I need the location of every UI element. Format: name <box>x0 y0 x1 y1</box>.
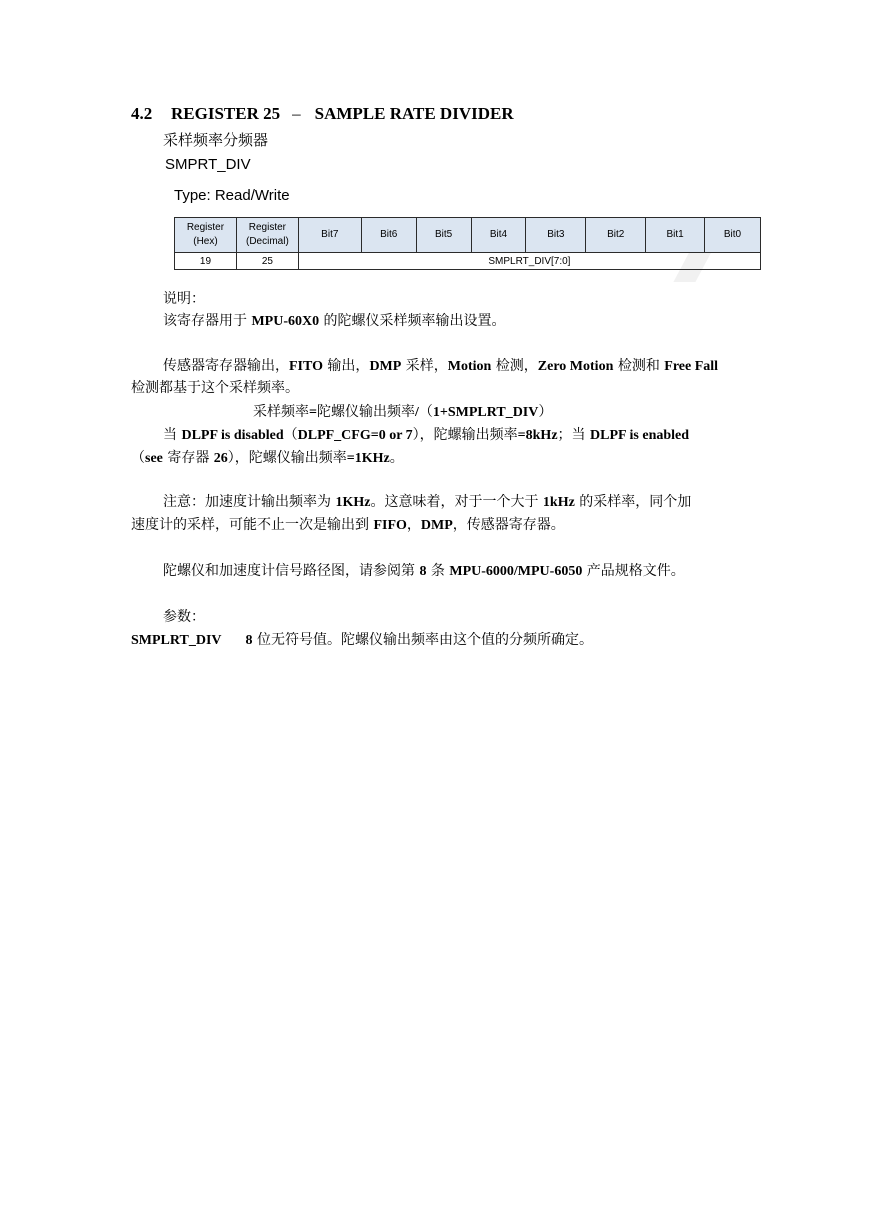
param-name: SMPLRT_DIV <box>131 633 222 648</box>
desc-text: 该寄存器用于 MPU-60X0 的陀螺仪采样频率输出设置。 <box>163 313 506 329</box>
header-bit0: Bit0 <box>705 218 761 253</box>
header-bit1: Bit1 <box>646 218 705 253</box>
header-bit4: Bit4 <box>471 218 526 253</box>
para2-line2: （see 寄存器 26），陀螺仪输出频率=1KHz。 <box>131 450 404 466</box>
register-type: Type: Read/Write <box>174 187 290 204</box>
cell-decimal: 25 <box>236 253 298 270</box>
section-heading <box>131 104 514 124</box>
table-row <box>175 253 761 270</box>
cell-hex: 19 <box>175 253 237 270</box>
params-label: 参数： <box>163 609 205 625</box>
register-name: SMPRT_DIV <box>165 156 251 173</box>
header-bit7: Bit7 <box>298 218 361 253</box>
note-line2: 速度计的采样，可能不止一次是输出到 FIFO，DMP，传感器寄存器。 <box>131 517 565 533</box>
note-line1: 注意：加速度计输出频率为 1KHz。这意味着，对于一个大于 1kHz 的采样率，同个加 <box>163 494 692 510</box>
section-number: 4.2 <box>131 104 153 123</box>
para1-line2: 检测都基于这个采样频率。 <box>131 380 299 396</box>
header-bit3: Bit3 <box>526 218 586 253</box>
cell-field: SMPLRT_DIV[7:0] <box>298 253 760 270</box>
para1-line1: 传感器寄存器输出，FITO 输出，DMP 采样，Motion 检测，Zero Motion 检测和 Free Fall <box>163 358 719 374</box>
header-register-decimal: Register (Decimal) <box>236 218 298 253</box>
section-name: SAMPLE RATE DIVIDER <box>314 104 514 123</box>
section-dash: – <box>292 104 301 123</box>
section-title: REGISTER 25 <box>171 104 281 123</box>
param-row: SMPLRT_DIV 8 位无符号值。陀螺仪输出频率由这个值的分频所确定。 <box>131 632 593 648</box>
header-bit6: Bit6 <box>361 218 416 253</box>
para2-line1: 当 DLPF is disabled（DLPF_CFG=0 or 7），陀螺输出频率=8kHz；当 DLPF is enabled <box>163 427 690 443</box>
desc-label: 说明： <box>163 291 205 307</box>
register-table <box>174 217 761 270</box>
header-bit2: Bit2 <box>586 218 646 253</box>
formula: 采样频率=陀螺仪输出频率/（1+SMPLRT_DIV） <box>253 404 553 420</box>
header-register-hex: Register (Hex) <box>175 218 237 253</box>
para3: 陀螺仪和加速度计信号路径图，请参阅第 8 条 MPU-6000/MPU-6050 产品规格文件。 <box>163 563 685 579</box>
header-bit5: Bit5 <box>416 218 471 253</box>
chinese-title: 采样频率分频器 <box>163 131 269 149</box>
register-table-header <box>175 218 761 253</box>
